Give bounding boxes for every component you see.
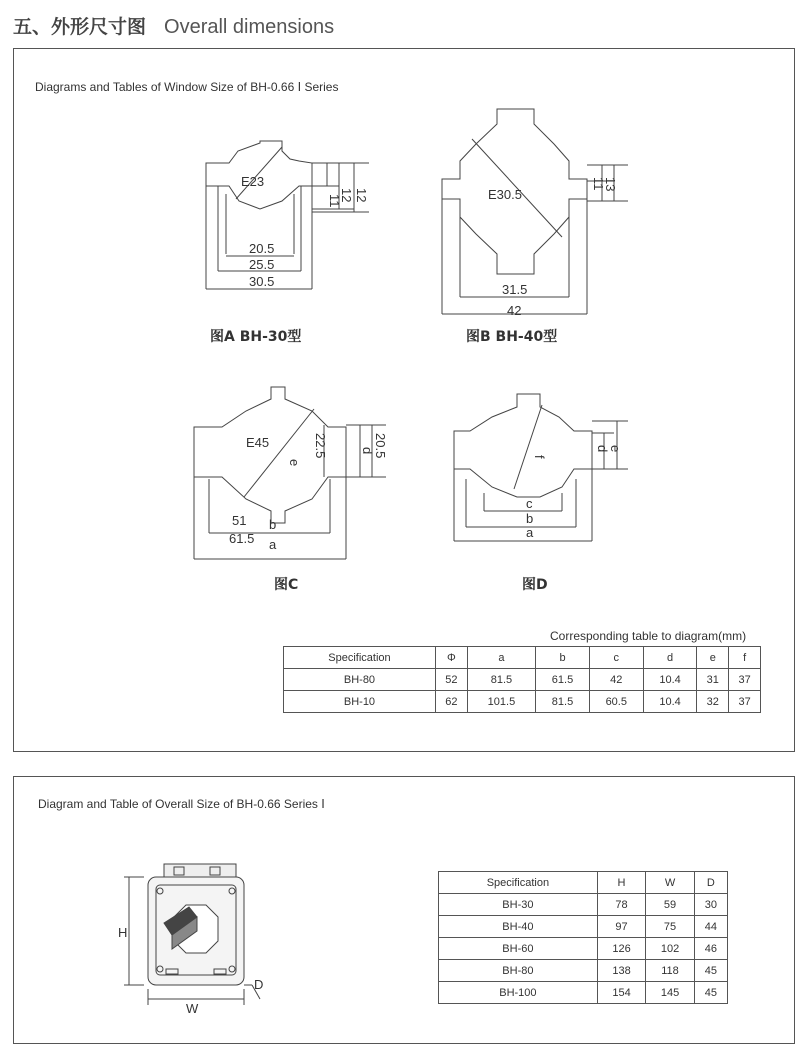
diagram-b-d1: 11 [591,177,606,191]
top-clamp [164,864,236,878]
table-cell: 32 [697,691,729,713]
table-cell: 10.4 [643,669,697,691]
table-cell: 60.5 [589,691,643,713]
header-cell: e [697,647,729,669]
table-cell: 44 [694,916,727,938]
overall-size-panel [13,776,795,1044]
table-cell: 46 [694,938,727,960]
table-cell: 31 [697,669,729,691]
header-cell: f [729,647,761,669]
diagram-c-w1b: b [269,517,277,532]
table-cell: BH-100 [439,982,598,1004]
overall-size-table [438,871,728,1004]
table-row [439,938,728,960]
header-cell: Specification [439,872,598,894]
header-cell: c [589,647,643,669]
header-cell: b [536,647,590,669]
header-cell: d [643,647,697,669]
label-w: W [186,1001,199,1016]
section1-title: Diagrams and Tables of Window Size of BH-0.66 Ⅰ Series [35,80,339,94]
diagram-b-w1: 31.5 [502,282,528,297]
diagram-c-v3: 20.5 [373,433,388,459]
diagram-c-outline [194,387,386,559]
table-cell: 59 [646,894,695,916]
diagram-c-v1: 22.5 [313,433,328,459]
table-header-row [439,872,728,894]
diagram-d-c: c [526,496,533,511]
diagram-d-b: b [526,511,534,526]
diagram-d-f: f [532,455,547,459]
table-cell: 37 [729,691,761,713]
table-row [284,691,761,713]
table-cell: 145 [646,982,695,1004]
table-cell: 42 [589,669,643,691]
table-cell: 62 [435,691,467,713]
table-header-row [284,647,761,669]
table-cell: BH-80 [284,669,436,691]
header-cell: Specification [284,647,436,669]
diagram-d-a: a [526,525,534,540]
header-cell: H [597,872,646,894]
table-cell: BH-30 [439,894,598,916]
table-cell: 30 [694,894,727,916]
diagram-b-outline [442,109,628,314]
diagram-c-ve: e [287,459,302,467]
diagram-a-w1: 20.5 [249,241,275,256]
window-size-panel [13,48,795,752]
table-cell: 102 [646,938,695,960]
header-cell: Φ [435,647,467,669]
table-cell: 81.5 [536,691,590,713]
header-cell: W [646,872,695,894]
label-h: H [118,925,128,940]
table-row [439,982,728,1004]
table-cell: 154 [597,982,646,1004]
diagram-a-e: E23 [241,174,265,189]
diagram-c-w1: 51 [232,513,247,528]
diagram-a-w3: 30.5 [249,274,275,289]
diagram-c-w2: 61.5 [229,531,255,546]
diagram-a-caption: 图A BH-30型 [210,329,302,345]
diagram-c-v2: d [360,447,375,455]
diagram-a-w2: 25.5 [249,257,275,272]
table-row [439,916,728,938]
table-cell: 52 [435,669,467,691]
table-caption: Corresponding table to diagram(mm) [550,629,747,643]
diagram-d-caption: 图D [522,577,548,593]
diagram-a-outline [206,141,369,289]
diagram-d-outline [454,394,628,541]
table-cell: BH-40 [439,916,598,938]
table-cell: 138 [597,960,646,982]
table-cell: 78 [597,894,646,916]
title-english: Overall dimensions [164,16,335,38]
table-cell: BH-10 [284,691,436,713]
table-cell: BH-80 [439,960,598,982]
label-d: D [254,977,264,992]
table-cell: 97 [597,916,646,938]
diagram-c-e: E45 [246,435,270,450]
diagram-b-w2: 42 [507,303,522,318]
table-cell: 37 [729,669,761,691]
transformer-drawing [14,777,414,1043]
table-cell: 61.5 [536,669,590,691]
table-cell: 118 [646,960,695,982]
table-cell: 81.5 [467,669,535,691]
diagram-a-d3: 12 [354,188,369,203]
table-row [439,894,728,916]
section2-title: Diagram and Table of Overall Size of BH-0.66 Series Ⅰ [38,797,325,811]
table-cell: 45 [694,982,727,1004]
window-size-table [283,646,761,713]
diagram-b-caption: 图B BH-40型 [466,329,558,345]
table-cell: 10.4 [643,691,697,713]
table-row [284,669,761,691]
table-row [439,960,728,982]
diagram-a-d2: 12 [339,188,354,203]
header-cell: a [467,647,535,669]
diagram-d-v1: d [595,445,610,453]
diagram-c-caption: 图C [274,577,299,593]
table-cell: 101.5 [467,691,535,713]
diagram-d-v2: e [608,445,623,453]
title-chinese: 五、外形尺寸图 [13,16,147,38]
diagram-b-d2: 13 [603,177,618,192]
table-cell: 75 [646,916,695,938]
diagram-a-d1: 11 [327,194,342,208]
table-cell: BH-60 [439,938,598,960]
diagram-c-w2b: a [269,537,277,552]
table-cell: 126 [597,938,646,960]
table-cell: 45 [694,960,727,982]
header-cell: D [694,872,727,894]
page-header [13,12,334,48]
window-diagrams [14,49,794,629]
diagram-b-e: E30.5 [488,187,522,202]
